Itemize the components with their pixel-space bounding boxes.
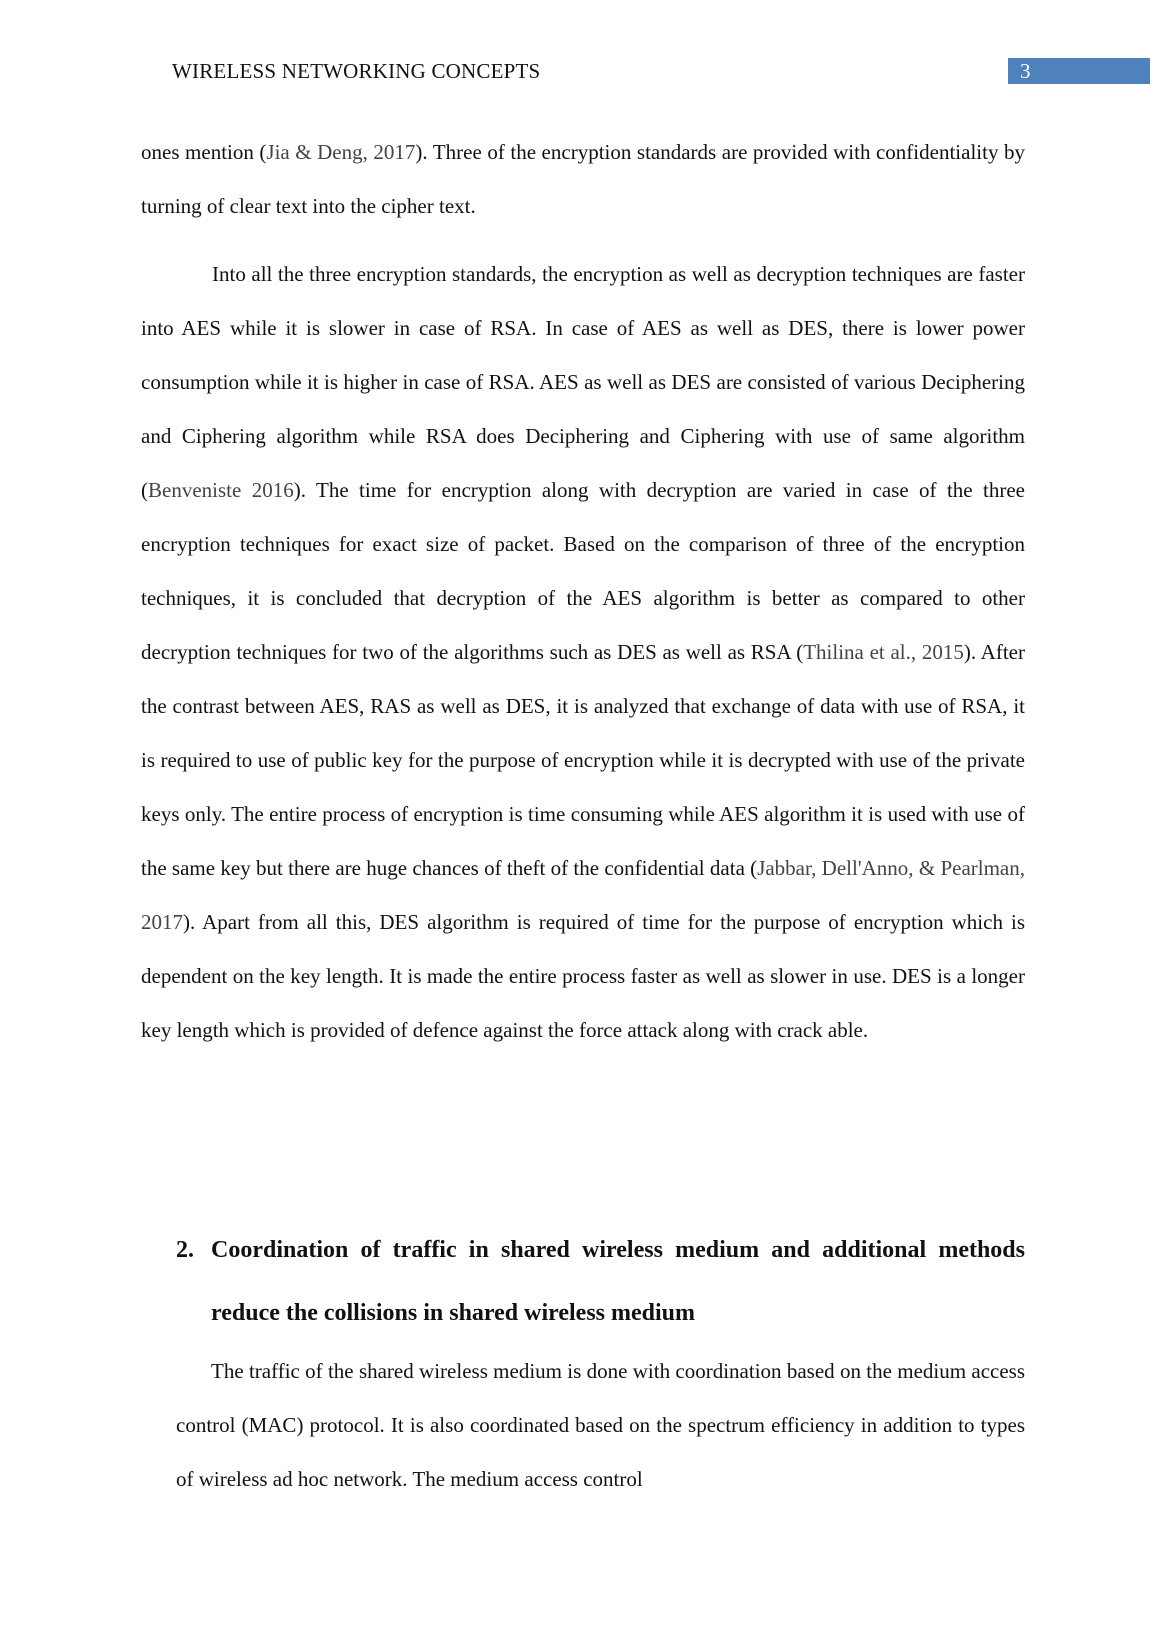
page-number-box: [1008, 58, 1150, 84]
citation: Thilina et al., 2015: [803, 640, 964, 664]
running-header-title: WIRELESS NETWORKING CONCEPTS: [172, 59, 541, 83]
text-run: ). Apart from all this, DES algorithm is required of time for the purpose of encryption which is dependent on the key length. It is made the entire process faster as well as slower in use. DES is a longer key length which is provided of defence against the force attack along with crack able.: [141, 910, 1025, 1042]
section-number: 2.: [176, 1237, 194, 1263]
text-run: The traffic of the shared wireless medium is done with coordination based on the medium access control (MAC) protocol. It is also coordinated based on the spectrum efficiency in addition to types of wireless ad hoc network. The medium access control: [176, 1359, 1025, 1491]
section-title: Coordination of traffic in shared wireless medium and additional methods reduce the collisions in shared wireless medium: [211, 1237, 1025, 1326]
text-run: ). The time for encryption along with decryption are varied in case of the three encryption techniques for exact size of packet. Based on the comparison of three of the encryption techniques, it is concluded that decryption of the AES algorithm is better as compared to other decryption techniques for two of the algorithms such as DES as well as RSA (: [141, 478, 1025, 664]
paragraph-encryption-comparison: [141, 247, 1025, 1057]
text-run: ). Three of the encryption standards are provided with confidentiality by turning of clear text into the cipher text.: [141, 140, 1025, 218]
text-run: ones mention (: [141, 140, 267, 164]
paragraph-continuation: [141, 125, 1025, 233]
section-heading: [176, 1219, 1025, 1345]
citation: Benveniste 2016: [148, 478, 294, 502]
text-run: ). After the contrast between AES, RAS as well as DES, it is analyzed that exchange of data with use of RSA, it is required to use of public key for the purpose of encryption while it is decrypted with use of the private keys only. The entire process of encryption is time consuming while AES algorithm it is used with use of the same key but there are huge chances of theft of the confidential data (: [141, 640, 1025, 880]
paragraph-mac-protocol: [176, 1344, 1025, 1506]
citation: Jabbar, Dell'Anno, & Pearlman, 2017: [141, 856, 1025, 934]
page-number: 3: [1020, 59, 1031, 83]
text-run: Into all the three encryption standards, the encryption as well as decryption techniques are faster into AES while it is slower in case of RSA. In case of AES as well as DES, there is lower power consumption while it is higher in case of RSA. AES as well as DES are consisted of various Deciphering and Ciphering algorithm while RSA does Deciphering and Ciphering with use of same algorithm (: [141, 262, 1025, 502]
citation: Jia & Deng, 2017: [266, 140, 416, 164]
